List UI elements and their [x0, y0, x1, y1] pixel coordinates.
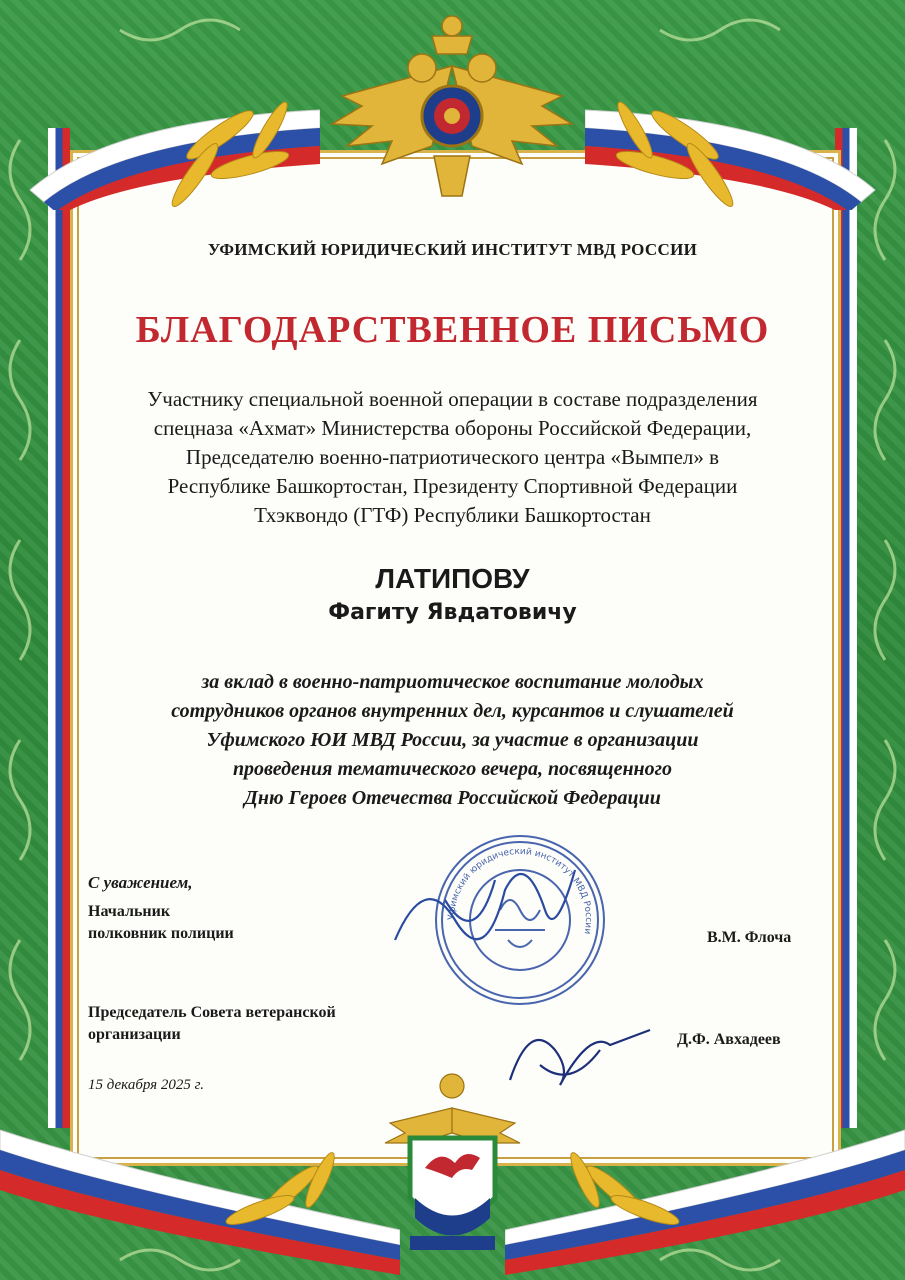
- reason-line: сотрудников органов внутренних дел, курсантов и слушателей: [171, 700, 734, 722]
- signer1-name: В.М. Флоча: [707, 929, 792, 946]
- recipient-description: [80, 385, 825, 530]
- signer2-position-line: организации: [88, 1026, 181, 1043]
- flag-stripe-left: [48, 128, 70, 1128]
- double-headed-eagle-emblem-icon: [322, 6, 582, 206]
- intro-line: Республике Башкортостан, Президенту Спортивной Федерации: [167, 474, 738, 498]
- signer1-position: [88, 901, 234, 945]
- signature-icon: [500, 1010, 660, 1100]
- signer1-position-line: полковник полиции: [88, 925, 234, 942]
- signer2-position-line: Председатель Совета ветеранской: [88, 1004, 336, 1021]
- intro-line: Тхэквондо (ГТФ) Республики Башкортостан: [254, 503, 651, 527]
- intro-line: Председателю военно-патриотического центра «Вымпел» в: [185, 445, 720, 469]
- award-reason: [80, 668, 825, 813]
- reason-line: за вклад в военно-патриотическое воспитание молодых: [201, 671, 704, 693]
- tricolor-ribbon-icon: [505, 1110, 905, 1280]
- tricolor-ribbon-icon: [0, 1110, 400, 1280]
- tricolor-ribbon-icon: [585, 80, 885, 210]
- signer2-position: [88, 1002, 336, 1046]
- stamp-lettering: Уфимский юридический институт МВД России: [446, 846, 594, 935]
- signature-icon: [385, 830, 585, 970]
- intro-line: Участнику специальной военной операции в составе подразделения: [147, 387, 758, 411]
- document-date: 15 декабря 2025 г.: [88, 1077, 205, 1093]
- closing-regards: С уважением,: [88, 873, 193, 892]
- reason-line: проведения тематического вечера, посвященного: [232, 758, 673, 780]
- reason-line: Дню Героев Отечества Российской Федерации: [244, 787, 661, 809]
- recipient-surname: ЛАТИПОВУ: [375, 563, 530, 594]
- signer2-name: Д.Ф. Авхадеев: [677, 1031, 781, 1048]
- page-title: БЛАГОДАРСТВЕННОЕ ПИСЬМО: [135, 309, 770, 351]
- tricolor-ribbon-icon: [20, 80, 320, 210]
- intro-line: спецназа «Ахмат» Министерства обороны Российской Федерации,: [153, 416, 752, 440]
- signer1-position-line: Начальник: [88, 903, 171, 920]
- reason-line: Уфимского ЮИ МВД России, за участие в организации: [206, 729, 699, 751]
- recipient-given-name: Фагиту Явдатовичу: [328, 600, 577, 625]
- institute-name: УФИМСКИЙ ЮРИДИЧЕСКИЙ ИНСТИТУТ МВД РОССИИ: [207, 240, 698, 259]
